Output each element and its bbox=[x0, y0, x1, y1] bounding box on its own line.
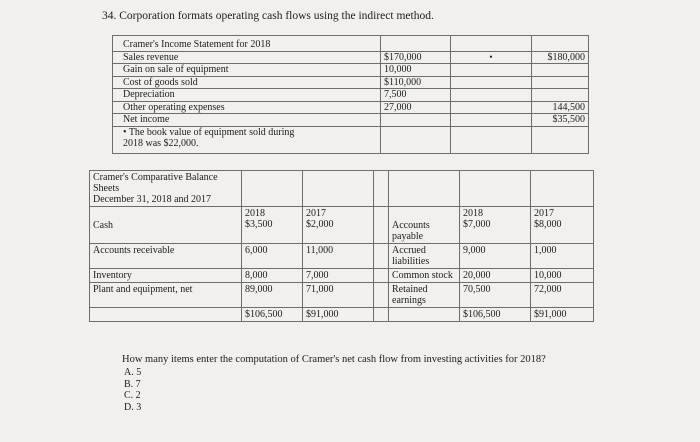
income-statement-table bbox=[112, 35, 589, 154]
asset-label: Accounts receivable bbox=[90, 244, 242, 269]
year-header-2017: 2017 bbox=[306, 208, 326, 219]
balance-sheet-table bbox=[89, 170, 594, 322]
income-line bbox=[113, 76, 589, 89]
answer-option[interactable]: C. 2 bbox=[124, 390, 141, 402]
income-statement-heading: Cramer's Income Statement for 2018 bbox=[113, 36, 381, 52]
income-line bbox=[113, 89, 589, 102]
liability-value-2018: 20,000 bbox=[460, 269, 531, 283]
income-note-line: 2018 was $22,000. bbox=[123, 138, 199, 149]
income-line-total: $180,000 bbox=[532, 51, 589, 64]
balance-row-receivables bbox=[90, 244, 594, 269]
income-line-total bbox=[532, 76, 589, 89]
answer-option[interactable]: A. 5 bbox=[124, 367, 142, 378]
answer-options bbox=[124, 367, 141, 414]
asset-total-2018: $106,500 bbox=[242, 308, 303, 322]
income-note-line: • The book value of equipment sold during bbox=[123, 126, 295, 138]
income-line-label: Cost of goods sold bbox=[113, 76, 381, 89]
liability-label: Retained earnings bbox=[389, 283, 460, 308]
liability-total-2018: $106,500 bbox=[460, 308, 531, 322]
asset-label: Plant and equipment, net bbox=[90, 283, 242, 308]
income-line-amount: $110,000 bbox=[381, 76, 451, 89]
income-line-label: Gain on sale of equipment bbox=[113, 64, 381, 77]
liability-total-2017: $91,000 bbox=[531, 308, 594, 322]
asset-value-2018: 89,000 bbox=[242, 283, 303, 308]
balance-row-cash bbox=[90, 207, 594, 244]
asset-total-2017: $91,000 bbox=[303, 308, 374, 322]
asset-value-2017: 7,000 bbox=[303, 269, 374, 283]
income-note bbox=[113, 126, 381, 153]
balance-totals-row bbox=[90, 308, 594, 322]
income-line-total bbox=[532, 89, 589, 102]
liability-label: Accounts payable bbox=[389, 207, 460, 244]
income-heading-row bbox=[113, 36, 589, 52]
bullet-marker: • bbox=[451, 51, 532, 64]
asset-label: Inventory bbox=[90, 269, 242, 283]
asset-value-2018: 6,000 bbox=[242, 244, 303, 269]
income-line-amount: 10,000 bbox=[381, 64, 451, 77]
liability-value-2017: 10,000 bbox=[531, 269, 594, 283]
liability-value-2018: 2018 $7,000 bbox=[460, 207, 531, 244]
income-line-amount: 7,500 bbox=[381, 89, 451, 102]
income-line-label: Sales revenue bbox=[113, 51, 381, 64]
liability-label: Common stock bbox=[389, 269, 460, 283]
income-line-label: Net income bbox=[113, 114, 381, 127]
balance-row-inventory bbox=[90, 269, 594, 283]
balance-heading-row bbox=[90, 171, 594, 207]
asset-value-2018: 8,000 bbox=[242, 269, 303, 283]
income-line bbox=[113, 101, 589, 114]
liability-value-2017: 1,000 bbox=[531, 244, 594, 269]
income-line-label: Other operating expenses bbox=[113, 101, 381, 114]
year-header-2017: 2017 bbox=[534, 208, 554, 219]
asset-value-2017: 11,000 bbox=[303, 244, 374, 269]
liability-label: Accrued liabilities bbox=[389, 244, 460, 269]
answer-option[interactable]: D. 3 bbox=[124, 402, 142, 414]
income-line bbox=[113, 64, 589, 77]
income-note-row bbox=[113, 126, 589, 153]
income-line bbox=[113, 51, 589, 64]
liability-value-2017: 2017 $8,000 bbox=[531, 207, 594, 244]
question-prompt: How many items enter the computation of Cramer's net cash flow from investing activities for 2018? bbox=[122, 354, 546, 365]
balance-row-plant bbox=[90, 283, 594, 308]
balance-sheet-heading: Cramer's Comparative Balance Sheets December 31, 2018 and 2017 bbox=[90, 171, 242, 207]
liability-value-2018: 70,500 bbox=[460, 283, 531, 308]
income-line-total: 144,500 bbox=[532, 101, 589, 114]
year-header-2018: 2018 bbox=[463, 208, 483, 219]
income-line-label: Depreciation bbox=[113, 89, 381, 102]
income-line-total bbox=[532, 64, 589, 77]
liability-value-2017: 72,000 bbox=[531, 283, 594, 308]
income-line bbox=[113, 114, 589, 127]
asset-value-2018: 2018 $3,500 bbox=[242, 207, 303, 244]
income-line-amount bbox=[381, 114, 451, 127]
asset-value-2017: 71,000 bbox=[303, 283, 374, 308]
income-line-amount: 27,000 bbox=[381, 101, 451, 114]
answer-option[interactable]: B. 7 bbox=[124, 378, 141, 390]
question-title: 34. Corporation formats operating cash flows using the indirect method. bbox=[102, 10, 434, 22]
year-header-2018: 2018 bbox=[245, 208, 265, 219]
asset-label: Cash bbox=[90, 207, 242, 244]
asset-value-2017: 2017 $2,000 bbox=[303, 207, 374, 244]
liability-value-2018: 9,000 bbox=[460, 244, 531, 269]
income-line-total: $35,500 bbox=[532, 114, 589, 127]
income-line-amount: $170,000 bbox=[381, 51, 451, 64]
